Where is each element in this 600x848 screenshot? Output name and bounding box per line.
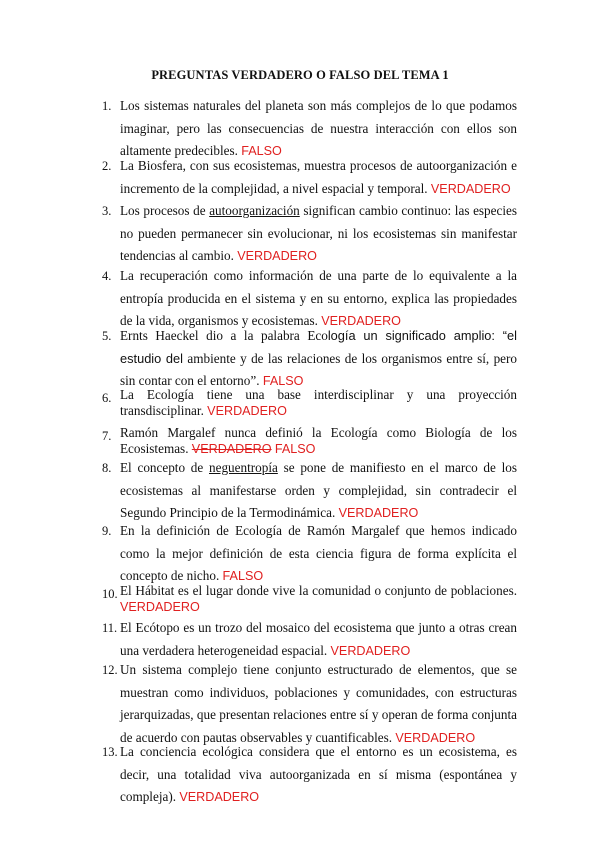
question-number: 2. — [102, 159, 112, 173]
answer-label: FALSO — [241, 144, 282, 158]
question-text: Un sistema complejo tiene conjunto estructurado de elementos, que se muestran como individuos, poblaciones y comunidades, con estructuras jerarquizadas, que presentan relaciones entre sí y operan de forma conjunta de acuerdo con pautas observables y cuantificables. VERDADERO — [120, 662, 517, 745]
question-number: 4. — [102, 269, 112, 283]
question-number: 5. — [102, 329, 112, 343]
answer-label: VERDADERO — [321, 314, 401, 328]
answer-label: VERDADERO — [120, 600, 200, 614]
answer-label: VERDADERO — [330, 643, 411, 658]
answer-label: VERDADERO — [237, 249, 317, 263]
answer-label: VERDADERO — [207, 404, 287, 418]
question-text: La Biosfera, con sus ecosistemas, muestra procesos de autoorganización e incremento de la complejidad, a nivel espacial y temporal. VERDADERO — [120, 158, 517, 196]
question-number: 3. — [102, 204, 112, 218]
question-text: El Ecótopo es un trozo del mosaico del ecosistema que junto a otras crean una verdadera heterogeneidad espacial. VERDADERO — [120, 620, 517, 658]
answer-label: VERDADERO — [338, 506, 419, 520]
question-number: 8. — [102, 461, 112, 475]
question-text: El concepto de neguentropía se pone de manifiesto en el marco de los ecosistemas al manifestarse orden y complejidad, sin contradecir el Segundo Principio de la Termodinámica. VERDADERO — [120, 460, 518, 520]
underlined-term: neguentropía — [209, 460, 278, 475]
answer-label: FALSO — [222, 569, 264, 583]
page-title: PREGUNTAS VERDADERO O FALSO DEL TEMA 1 — [151, 68, 449, 82]
question-text: El Hábitat es el lugar donde vive la comunidad o conjunto de poblaciones. VERDADERO — [120, 583, 517, 614]
question-number: 10. — [102, 587, 118, 601]
underlined-term: autoorganización — [209, 203, 300, 218]
question-text: En la definición de Ecología de Ramón Margalef que hemos indicado como la mejor definición de esta ciencia figura de forma explícita el concepto de nicho. FALSO — [120, 523, 517, 583]
question-text: La recuperación como información de una parte de lo equivalente a la entropía producida en el sistema y en su entorno, explica las propiedades de la vida, organismos y ecosistemas. VERDADERO — [120, 268, 517, 328]
question-number: 6. — [102, 391, 112, 405]
question-number: 1. — [102, 99, 112, 113]
answer-label: FALSO — [274, 442, 316, 456]
question-number: 11. — [102, 621, 118, 635]
question-text: Ernts Haeckel dio a la palabra Ecología un significado amplio: “el estudio del ambiente y de las relaciones de los organismos entre sí, pero sin contar con el entorno”. FALSO — [120, 328, 517, 388]
question-text: Los procesos de autoorganización significan cambio continuo: las especies no pueden permanecer sin evolucionar, ni los ecosistemas sin manifestar tendencias al cambio. VERDADERO — [120, 203, 517, 263]
answer-label: VERDADERO — [395, 730, 476, 745]
question-number: 12. — [102, 663, 118, 677]
question-number: 9. — [102, 524, 112, 538]
question-text: Ramón Margalef nunca definió la Ecología como Biología de los Ecosistemas. VERDADERO FALSO — [120, 425, 517, 456]
struck-answer-label: VERDADERO — [191, 442, 272, 456]
answer-label: VERDADERO — [430, 181, 511, 196]
answer-label: VERDADERO — [179, 790, 260, 804]
question-text: Los sistemas naturales del planeta son más complejos de lo que podamos imaginar, pero las consecuencias de nuestra interacción con ellos son altamente predecibles. FALSO — [120, 98, 517, 158]
question-text: La conciencia ecológica considera que el entorno es un ecosistema, es decir, una totalidad viva autoorganizada en sí misma (espontánea y compleja). VERDADERO — [120, 744, 517, 804]
question-text: La Ecología tiene una base interdisciplinar y una proyección transdisciplinar. VERDADERO — [120, 387, 517, 418]
question-number: 13. — [102, 745, 118, 759]
question-number: 7. — [102, 429, 112, 443]
answer-label: FALSO — [262, 374, 304, 388]
